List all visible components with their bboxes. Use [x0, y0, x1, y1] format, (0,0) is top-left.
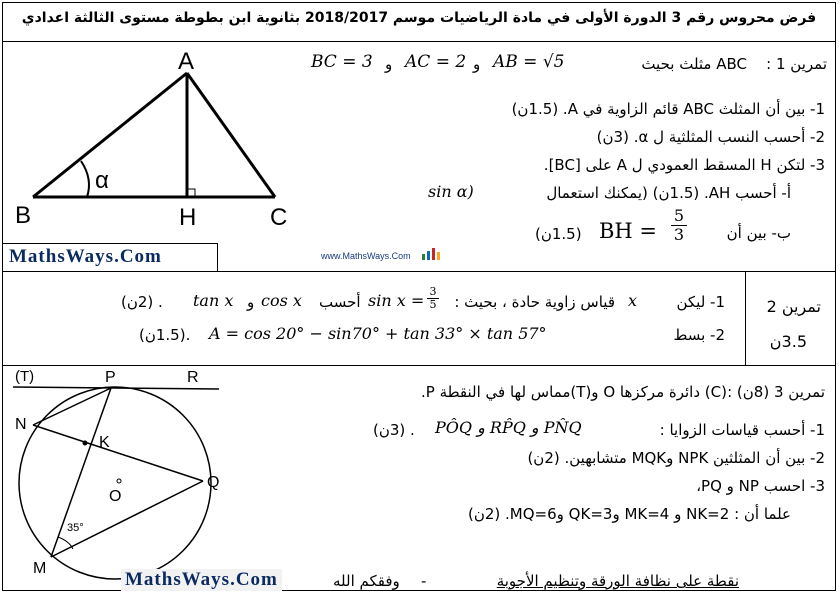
exercise-3-item-3: 3- احسب NP و PQ، — [696, 477, 825, 495]
triangle-figure — [3, 43, 303, 243]
vertex-label-a: A — [178, 48, 195, 75]
condition-ab: AB = √5 — [493, 52, 565, 72]
divider-ex2-label — [745, 271, 746, 365]
point-label-o: O — [109, 488, 122, 505]
footer-wish: وفقكم الله — [333, 572, 400, 590]
point-label-r: R — [187, 369, 199, 386]
exercise-1-item-3: 3- لتكن H المسقط العمودي ل A على [BC]. — [543, 156, 825, 174]
bh-lhs: BH = — [599, 219, 658, 243]
exercise-1-label: تمرين 1 : — [766, 55, 827, 73]
brand-small-text: www.MathsWays.Com — [321, 251, 411, 261]
sin-fraction — [427, 286, 439, 311]
point-label-p: P — [105, 369, 116, 386]
brand-name-top: MathsWays.Com — [9, 246, 162, 267]
exercise-1-item-2: 2- أحسب النسب المثلثية ل α. (3ن) — [596, 128, 825, 146]
exercise-2-item-2-points: .(1.5ن) — [139, 326, 191, 344]
sin-numerator: 3 — [427, 286, 439, 299]
exercise-2-expression: A = cos 20° − sin70° + tan 33° × tan 57° — [209, 324, 547, 343]
bh-numerator: 5 — [671, 207, 687, 226]
exercise-2-cos: cos x — [261, 291, 302, 310]
point-label-q: Q — [207, 474, 220, 491]
footer-note: نقطة على نظافة الورقة وتنظيم الأجوبة — [496, 572, 739, 590]
footer-dash: - — [421, 572, 427, 590]
exercise-3-item-1: 1- أحسب قياسات الزوايا : — [659, 421, 825, 439]
exercise-2-item-1-pre: 1- ليكن — [676, 293, 725, 311]
exercise-2-tan: tan x — [193, 291, 234, 310]
exam-header: فرض محروس رقم 3 الدورة الأولى في مادة الرياضيات موسم 2018/2017 بثانوية ابن بطوطة مستوى الثالثة اعدادي — [21, 10, 817, 26]
circle-figure — [3, 365, 233, 580]
exercise-3-label: تمرين 3 (8ن) : — [727, 383, 825, 401]
bh-denominator: 3 — [673, 225, 685, 244]
exercise-2-item-1-points: . (2ن) — [121, 293, 163, 311]
condition-ac: AC = 2 — [405, 52, 467, 72]
exam-sheet — [2, 2, 836, 591]
point-label-t: (T) — [15, 368, 35, 385]
point-label-n: N — [15, 416, 27, 433]
exercise-3-item-1-angles: PN̂Q و RP̂Q و PÔQ — [435, 418, 582, 437]
angle-label-alpha: α — [95, 167, 109, 194]
vertex-label-b: B — [15, 202, 32, 229]
vertex-label-c: C — [270, 204, 288, 231]
exercise-2-item-1-mid: قياس زاوية حادة ، بحيث : — [454, 293, 615, 311]
exercise-2-points: 3.5ن — [769, 332, 807, 351]
divider-brand-side — [217, 243, 218, 271]
brand-chart-icon — [421, 245, 443, 261]
and-1: و — [473, 55, 481, 73]
bh-fraction — [671, 207, 687, 244]
vertex-label-h: H — [179, 204, 197, 231]
exercise-1-sub-a: أ- أحسب AH. (1.5ن) (يمكنك استعمال — [546, 184, 791, 202]
divider-header — [3, 41, 835, 42]
exercise-3-item-2: 2- بين أن المثلثين NPK وMQK متشابهين. (2ن) — [527, 449, 825, 467]
angle-label-35: 35° — [67, 522, 84, 534]
exercise-2-and: و — [247, 293, 255, 311]
exercise-2-item-1-post: أحسب — [319, 293, 361, 311]
exercise-3-item-1-points: . (3ن) — [373, 421, 415, 439]
exercise-2-label: تمرين 2 — [766, 297, 821, 316]
sin-denominator: 5 — [429, 298, 437, 311]
exercise-2-var-x: x — [628, 291, 638, 310]
bh-points: (1.5ن) — [535, 225, 582, 243]
point-label-k: K — [99, 434, 110, 451]
condition-bc: BC = 3 — [311, 52, 373, 72]
brand-name-footer: MathsWays.Com — [121, 569, 282, 591]
and-2: و — [385, 55, 393, 73]
exercise-2-item-2-pre: 2- بسط — [673, 326, 725, 344]
exercise-2-sin: sin x = — [368, 291, 425, 310]
exercise-1-item-1: 1- بين أن المثلث ABC قائم الزاوية في A. (1.5ن) — [511, 100, 825, 118]
exercise-1-intro: ABC مثلث بحيث — [641, 55, 747, 73]
exercise-3-intro: (C) دائرة مركزها O و(T)مماس لها في النقطة P. — [420, 383, 727, 401]
exercise-1-sub-a-math: sin α) — [428, 182, 474, 201]
exercise-1-sub-b: ب- بين أن — [726, 224, 791, 242]
point-label-m: M — [33, 560, 47, 577]
exercise-3-item-3-note: علما أن : NK=2 و MK=4 وQK=3 وMQ=6. (2ن) — [467, 505, 791, 523]
divider-ex1 — [3, 271, 835, 272]
divider-brand-top — [3, 243, 218, 244]
